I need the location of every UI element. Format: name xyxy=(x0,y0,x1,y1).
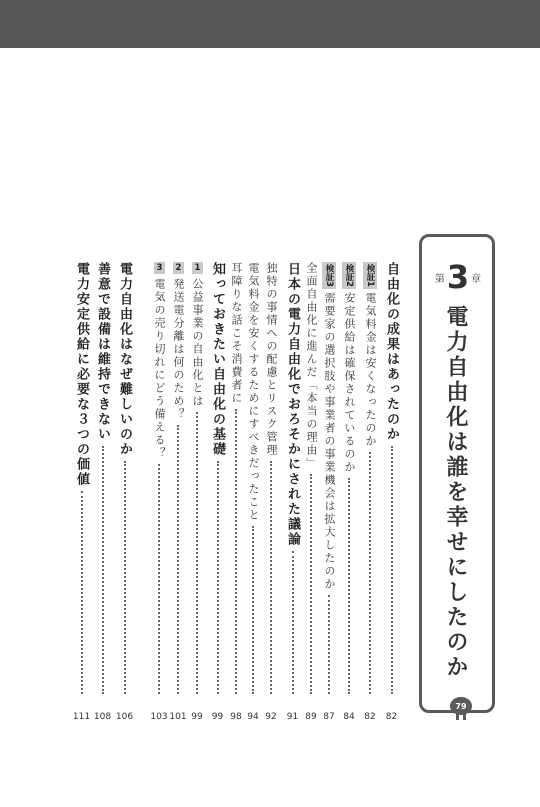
plug-icon xyxy=(449,694,473,722)
chapter-heading xyxy=(436,257,480,297)
toc-leader xyxy=(217,461,219,694)
toc-title: 善意で設備は維持できない xyxy=(95,262,110,442)
toc-page: 84 xyxy=(343,712,355,722)
toc-title: 日本の電力自由化でおろそかにされた議論 xyxy=(285,262,300,547)
toc-entry[interactable] xyxy=(115,262,134,722)
toc-title: 電気料金を安くするためにすべきだったこと xyxy=(247,262,260,522)
toc-page: 91 xyxy=(286,712,299,722)
toc-badge: 検証2 xyxy=(344,264,354,287)
toc-entry[interactable] xyxy=(341,262,357,722)
toc-page: 89 xyxy=(305,712,317,722)
toc-entry[interactable] xyxy=(362,262,378,722)
toc-title: 電力安定供給に必要な３つの価値 xyxy=(74,262,89,487)
toc-leader xyxy=(292,551,294,694)
toc-page: 108 xyxy=(93,712,112,722)
toc-entry[interactable] xyxy=(169,262,187,722)
toc-title: 電力自由化はなぜ難しいのか xyxy=(117,262,132,457)
toc-leader xyxy=(177,425,179,694)
toc-page: 92 xyxy=(265,712,277,722)
toc-leader xyxy=(270,461,272,694)
toc-entry[interactable] xyxy=(283,262,302,722)
toc-entry[interactable] xyxy=(321,262,337,722)
toc-entry[interactable] xyxy=(150,262,168,722)
toc-number-badge: 3 xyxy=(154,263,165,273)
toc-number-badge: 2 xyxy=(173,263,184,273)
toc-page: 82 xyxy=(364,712,376,722)
toc-page: 103 xyxy=(150,712,168,722)
toc-title: 耳障りな話こそ消費者に xyxy=(230,262,243,405)
toc-title: 全面自由化に進んだ「本当の理由」 xyxy=(305,262,318,470)
toc-page: 111 xyxy=(72,712,91,722)
toc-page: 94 xyxy=(247,712,259,722)
toc-entry[interactable] xyxy=(263,262,279,722)
toc-title: 独特の事情への配慮とリスク管理 xyxy=(265,262,278,457)
toc-title: 電気料金は安くなったのか xyxy=(364,291,377,448)
toc-title: 公益事業の自由化とは xyxy=(191,278,204,408)
chapter-title-box xyxy=(419,234,495,713)
toc-leader xyxy=(196,412,198,694)
toc-entry[interactable] xyxy=(228,262,244,722)
toc-leader xyxy=(369,452,371,694)
chapter-prefix: 第 xyxy=(434,273,445,285)
toc-page: 99 xyxy=(191,712,203,722)
toc-title: 需要家の選択肢や事業者の事業機会は拡大したのか xyxy=(323,291,336,591)
toc-leader xyxy=(102,446,104,694)
toc-entry[interactable] xyxy=(93,262,112,722)
toc-page: 82 xyxy=(385,712,398,722)
toc-title: 発送電分離は何のため？ xyxy=(172,278,185,421)
toc-leader xyxy=(391,446,393,694)
toc-page: 87 xyxy=(323,712,335,722)
toc-entry[interactable] xyxy=(208,262,227,722)
chapter-page-number: 79 xyxy=(455,702,467,711)
toc-page: 98 xyxy=(230,712,242,722)
toc-entry[interactable] xyxy=(245,262,261,722)
toc-number-badge: 1 xyxy=(192,263,203,273)
chapter-title: 電力自由化は誰を幸せにしたのか xyxy=(443,305,468,680)
chapter-number: 3 xyxy=(446,258,470,296)
toc-leader xyxy=(158,464,160,694)
header-bar xyxy=(0,0,540,48)
toc-title: 知っておきたい自由化の基礎 xyxy=(210,262,225,457)
chapter-suffix: 章 xyxy=(471,273,482,285)
toc-leader xyxy=(235,409,237,694)
toc-entry[interactable] xyxy=(189,262,205,722)
toc-leader xyxy=(310,474,312,694)
toc-badge: 検証3 xyxy=(324,264,334,287)
toc-title: 自由化の成果はあったのか xyxy=(384,262,399,442)
toc-leader xyxy=(124,461,126,694)
toc-badge: 検証1 xyxy=(365,264,375,287)
toc-leader xyxy=(348,478,350,694)
toc-page: 106 xyxy=(115,712,134,722)
toc-leader xyxy=(252,526,254,694)
toc-page: 99 xyxy=(211,712,224,722)
toc-entry[interactable] xyxy=(382,262,401,722)
toc-leader xyxy=(328,595,330,694)
toc-leader xyxy=(81,491,83,694)
toc-entry[interactable] xyxy=(303,262,319,722)
toc-title: 安定供給は確保されているのか xyxy=(343,291,356,474)
toc-title: 電気の売り切れにどう備える？ xyxy=(153,278,166,460)
toc-entry[interactable] xyxy=(72,262,91,722)
toc-page: 101 xyxy=(169,712,187,722)
